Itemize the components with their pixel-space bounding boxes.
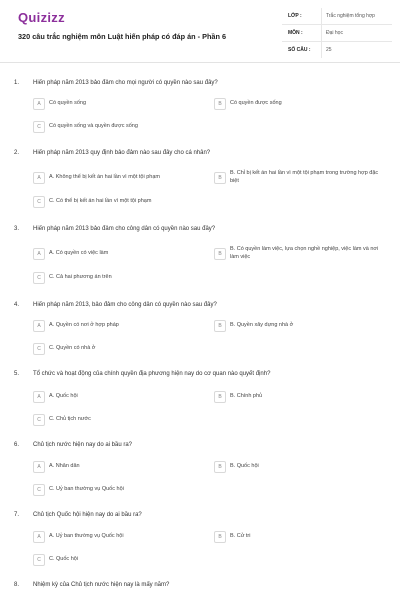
- option-letter-box: A: [33, 172, 45, 184]
- option-text: A. Có quyền có việc làm: [49, 250, 109, 256]
- meta-row-count: [282, 42, 392, 58]
- meta-label: SỐ CÂU :: [288, 47, 311, 53]
- option-letter-box: A: [33, 531, 45, 543]
- option-letter-box: B: [214, 391, 226, 403]
- option-letter-box: B: [214, 248, 226, 260]
- meta-value: 25: [326, 47, 332, 53]
- option-text: A. Uỷ ban thường vụ Quốc hội: [49, 533, 124, 539]
- option-text: A. Không thể bị kết án hai lần vì một tội phạm: [49, 174, 160, 180]
- meta-divider: [321, 42, 322, 58]
- question-number: 7.: [14, 512, 20, 518]
- option-letter-box: C: [33, 272, 45, 284]
- option-text: B. Quốc hội: [230, 463, 259, 469]
- question-text: Chủ tịch nước hiện nay do ai bầu ra?: [33, 442, 133, 448]
- option-letter-box: C: [33, 343, 45, 355]
- option-text: C. Quyền có nhà ở: [49, 345, 96, 351]
- question-number: 1.: [14, 80, 20, 86]
- option-text: B. Cử tri: [230, 533, 251, 539]
- option-letter-box: B: [214, 461, 226, 473]
- meta-label: LỚP :: [288, 13, 302, 19]
- option-letter-box: B: [214, 320, 226, 332]
- option-text: B. Chỉ bị kết án hai lần vì một tội phạm trong trường hợp đặc biệt: [230, 170, 379, 184]
- meta-row-class: [282, 8, 392, 25]
- question-text: Hiến pháp năm 2013 bảo đảm cho công dân có quyền nào sau đây?: [33, 226, 216, 232]
- option-letter-box: C: [33, 121, 45, 133]
- worksheet-meta-table: [282, 8, 392, 58]
- option-letter-box: A: [33, 98, 45, 110]
- option-text: Có quyền sống và quyền được sống: [49, 123, 138, 129]
- question-text: Hiến pháp năm 2013 quy định bảo đảm nào sau đây cho cá nhân?: [33, 150, 211, 156]
- option-text: C. Cả hai phương án trên: [49, 274, 112, 280]
- option-letter-box: A: [33, 248, 45, 260]
- question-number: 2.: [14, 150, 20, 156]
- option-letter-box: C: [33, 484, 45, 496]
- meta-label: MÔN :: [288, 30, 303, 36]
- question-text: Tổ chức và hoạt động của chính quyền địa phương hiện nay do cơ quan nào quyết định?: [33, 371, 271, 377]
- option-text: C. Chủ tịch nước: [49, 416, 91, 422]
- option-text: Có quyền được sống: [230, 100, 282, 106]
- option-letter-box: C: [33, 196, 45, 208]
- option-text: C. Uỷ ban thường vụ Quốc hội: [49, 486, 124, 492]
- question-number: 4.: [14, 302, 20, 308]
- worksheet-header: [0, 0, 400, 63]
- meta-row-subject: [282, 25, 392, 42]
- option-text: B. Có quyền làm việc, lựa chọn nghề nghiệp, việc làm và nơi làm việc: [230, 246, 379, 260]
- option-letter-box: B: [214, 98, 226, 110]
- quizizz-logo[interactable]: Quizizz: [18, 10, 65, 25]
- option-text: A. Quốc hội: [49, 393, 78, 399]
- question-text: Nhiệm kỳ của Chủ tịch nước hiện nay là mấy năm?: [33, 582, 170, 588]
- option-text: C. Quốc hội: [49, 556, 79, 562]
- option-letter-box: A: [33, 461, 45, 473]
- option-letter-box: B: [214, 531, 226, 543]
- option-text: A. Quyền có nơi ở hợp pháp: [49, 322, 119, 328]
- question-number: 8.: [14, 582, 20, 588]
- option-letter-box: C: [33, 554, 45, 566]
- meta-divider: [321, 8, 322, 24]
- question-text: Hiến pháp năm 2013 bảo đảm cho mọi người có quyền nào sau đây?: [33, 80, 218, 86]
- meta-value: Đại học: [326, 30, 343, 36]
- question-number: 5.: [14, 371, 20, 377]
- question-number: 3.: [14, 226, 20, 232]
- option-text: B. Chính phủ: [230, 393, 263, 399]
- question-text: Chủ tịch Quốc hội hiện nay do ai bầu ra?: [33, 512, 142, 518]
- worksheet-title: 320 câu trắc nghiệm môn Luật hiến pháp có đáp án - Phần 6: [18, 32, 227, 41]
- meta-divider: [321, 25, 322, 41]
- question-number: 6.: [14, 442, 20, 448]
- option-letter-box: A: [33, 391, 45, 403]
- option-text: B. Quyền xây dựng nhà ở: [230, 322, 294, 328]
- option-text: Có quyền sống: [49, 100, 86, 106]
- option-text: A. Nhân dân: [49, 463, 80, 469]
- option-letter-box: B: [214, 172, 226, 184]
- option-letter-box: A: [33, 320, 45, 332]
- option-letter-box: C: [33, 414, 45, 426]
- meta-value: Trắc nghiệm tổng hợp: [326, 13, 375, 19]
- option-text: C. Có thể bị kết án hai lần vì một tội phạm: [49, 198, 152, 204]
- question-text: Hiến pháp năm 2013, bảo đảm cho công dân có quyền nào sau đây?: [33, 302, 217, 308]
